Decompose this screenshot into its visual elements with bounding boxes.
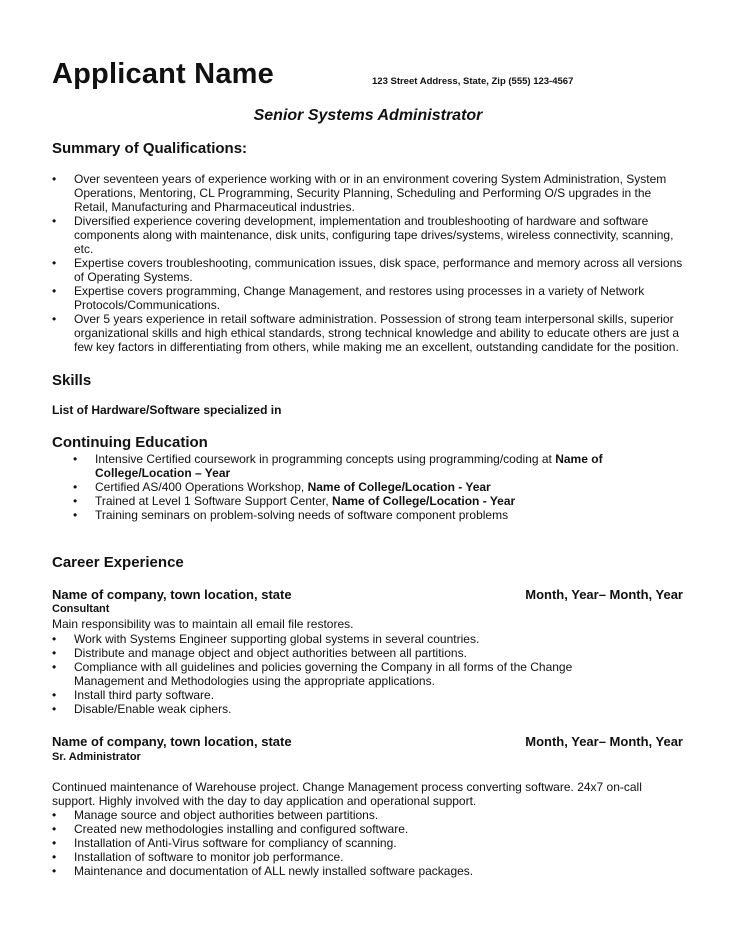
bullet-icon: •	[52, 214, 57, 228]
job-role: Consultant	[52, 603, 110, 615]
skills-heading: Skills	[52, 372, 92, 389]
list-item: • Certified AS/400 Operations Workshop, Name of College/Location - Year	[73, 480, 491, 494]
bullet-icon: •	[52, 822, 57, 836]
bullet-icon: •	[52, 284, 57, 298]
bullet-icon: •	[73, 494, 78, 508]
list-item: • Distribute and manage object and object authorities between all partitions.	[52, 646, 467, 660]
job-intro: support. Highly involved with the day to day application and operational support.	[52, 794, 477, 808]
company-name: Name of company, town location, state	[52, 734, 292, 749]
list-item: • Work with Systems Engineer supporting global systems in several countries.	[52, 632, 480, 646]
job-role: Sr. Administrator	[52, 751, 141, 763]
job-dates: Month, Year– Month, Year	[525, 734, 683, 749]
list-item: • Created new methodologies installing and configured software.	[52, 822, 409, 836]
job-header	[52, 587, 683, 602]
job-intro: Continued maintenance of Warehouse project. Change Management process converting software. 24x7 on-call	[52, 780, 642, 794]
bullet-icon: •	[52, 660, 57, 674]
education-list	[73, 452, 633, 522]
list-item: • Installation of Anti-Virus software for compliancy of scanning.	[52, 836, 397, 850]
list-item: • Install third party software.	[52, 688, 215, 702]
bullet-icon: •	[73, 508, 78, 522]
job-duties	[52, 808, 612, 878]
job-header	[52, 734, 683, 749]
bullet-icon: •	[52, 808, 57, 822]
list-item: • Over seventeen years of experience working with or in an environment covering System Administration, System Operations, Mentoring, CL Programming, Security Planning, Scheduling and Performing O/S upgrades in the Retail, Manufacturing and Pharmaceutical industries.	[52, 172, 667, 214]
bullet-icon: •	[52, 256, 57, 270]
list-item: • Intensive Certified coursework in programming concepts using programming/coding at Name of College/Location – Year	[73, 452, 603, 480]
list-item: • Installation of software to monitor job performance.	[52, 850, 344, 864]
skills-text: List of Hardware/Software specialized in	[52, 403, 282, 417]
job-dates: Month, Year– Month, Year	[525, 587, 683, 602]
list-item: • Compliance with all guidelines and policies governing the Company in all forms of the Change Management and Methodologies using the appropriate applications.	[52, 660, 573, 688]
company-name: Name of company, town location, state	[52, 587, 292, 602]
summary-list	[52, 172, 688, 354]
education-heading: Continuing Education	[52, 434, 208, 451]
career-heading: Career Experience	[52, 554, 184, 571]
bullet-icon: •	[52, 312, 57, 326]
bullet-icon: •	[52, 850, 57, 864]
list-item: • Manage source and object authorities between partitions.	[52, 808, 379, 822]
bullet-icon: •	[52, 702, 57, 716]
list-item: • Expertise covers programming, Change Management, and restores using processes in a variety of Network Protocols/Communications.	[52, 284, 645, 312]
bullet-icon: •	[73, 452, 78, 466]
job-title: Senior Systems Administrator	[253, 107, 483, 124]
bullet-icon: •	[52, 864, 57, 878]
bullet-icon: •	[52, 632, 57, 646]
list-item: • Maintenance and documentation of ALL newly installed software packages.	[52, 864, 474, 878]
bullet-icon: •	[52, 836, 57, 850]
bullet-icon: •	[52, 172, 57, 186]
list-item: • Expertise covers troubleshooting, communication issues, disk space, performance and memory across all versions of Operating Systems.	[52, 256, 683, 284]
job-duties	[52, 632, 612, 716]
list-item: • Trained at Level 1 Software Support Center, Name of College/Location - Year	[73, 494, 516, 508]
applicant-name: Applicant Name	[52, 58, 274, 90]
bullet-icon: •	[73, 480, 78, 494]
list-item: • Training seminars on problem-solving needs of software component problems	[73, 508, 509, 522]
contact-address: 123 Street Address, State, Zip (555) 123-4567	[372, 76, 574, 87]
summary-heading: Summary of Qualifications:	[52, 140, 248, 157]
list-item: • Diversified experience covering development, implementation and troubleshooting of hardware and software components along with maintenance, disk units, configuring tape drives/systems, wireless connectivity, scanning, etc.	[52, 214, 674, 256]
bullet-icon: •	[52, 688, 57, 702]
list-item: • Over 5 years experience in retail software administration. Possession of strong team interpersonal skills, superior organizational skills and high ethical standards, strong technical knowledge and ability to educate others are just a few key factors in differentiating from others, while making me an excellent, outstanding candidate for the position.	[52, 312, 680, 354]
bullet-icon: •	[52, 646, 57, 660]
job-intro: Main responsibility was to maintain all email file restores.	[52, 617, 354, 631]
list-item: • Disable/Enable weak ciphers.	[52, 702, 232, 716]
